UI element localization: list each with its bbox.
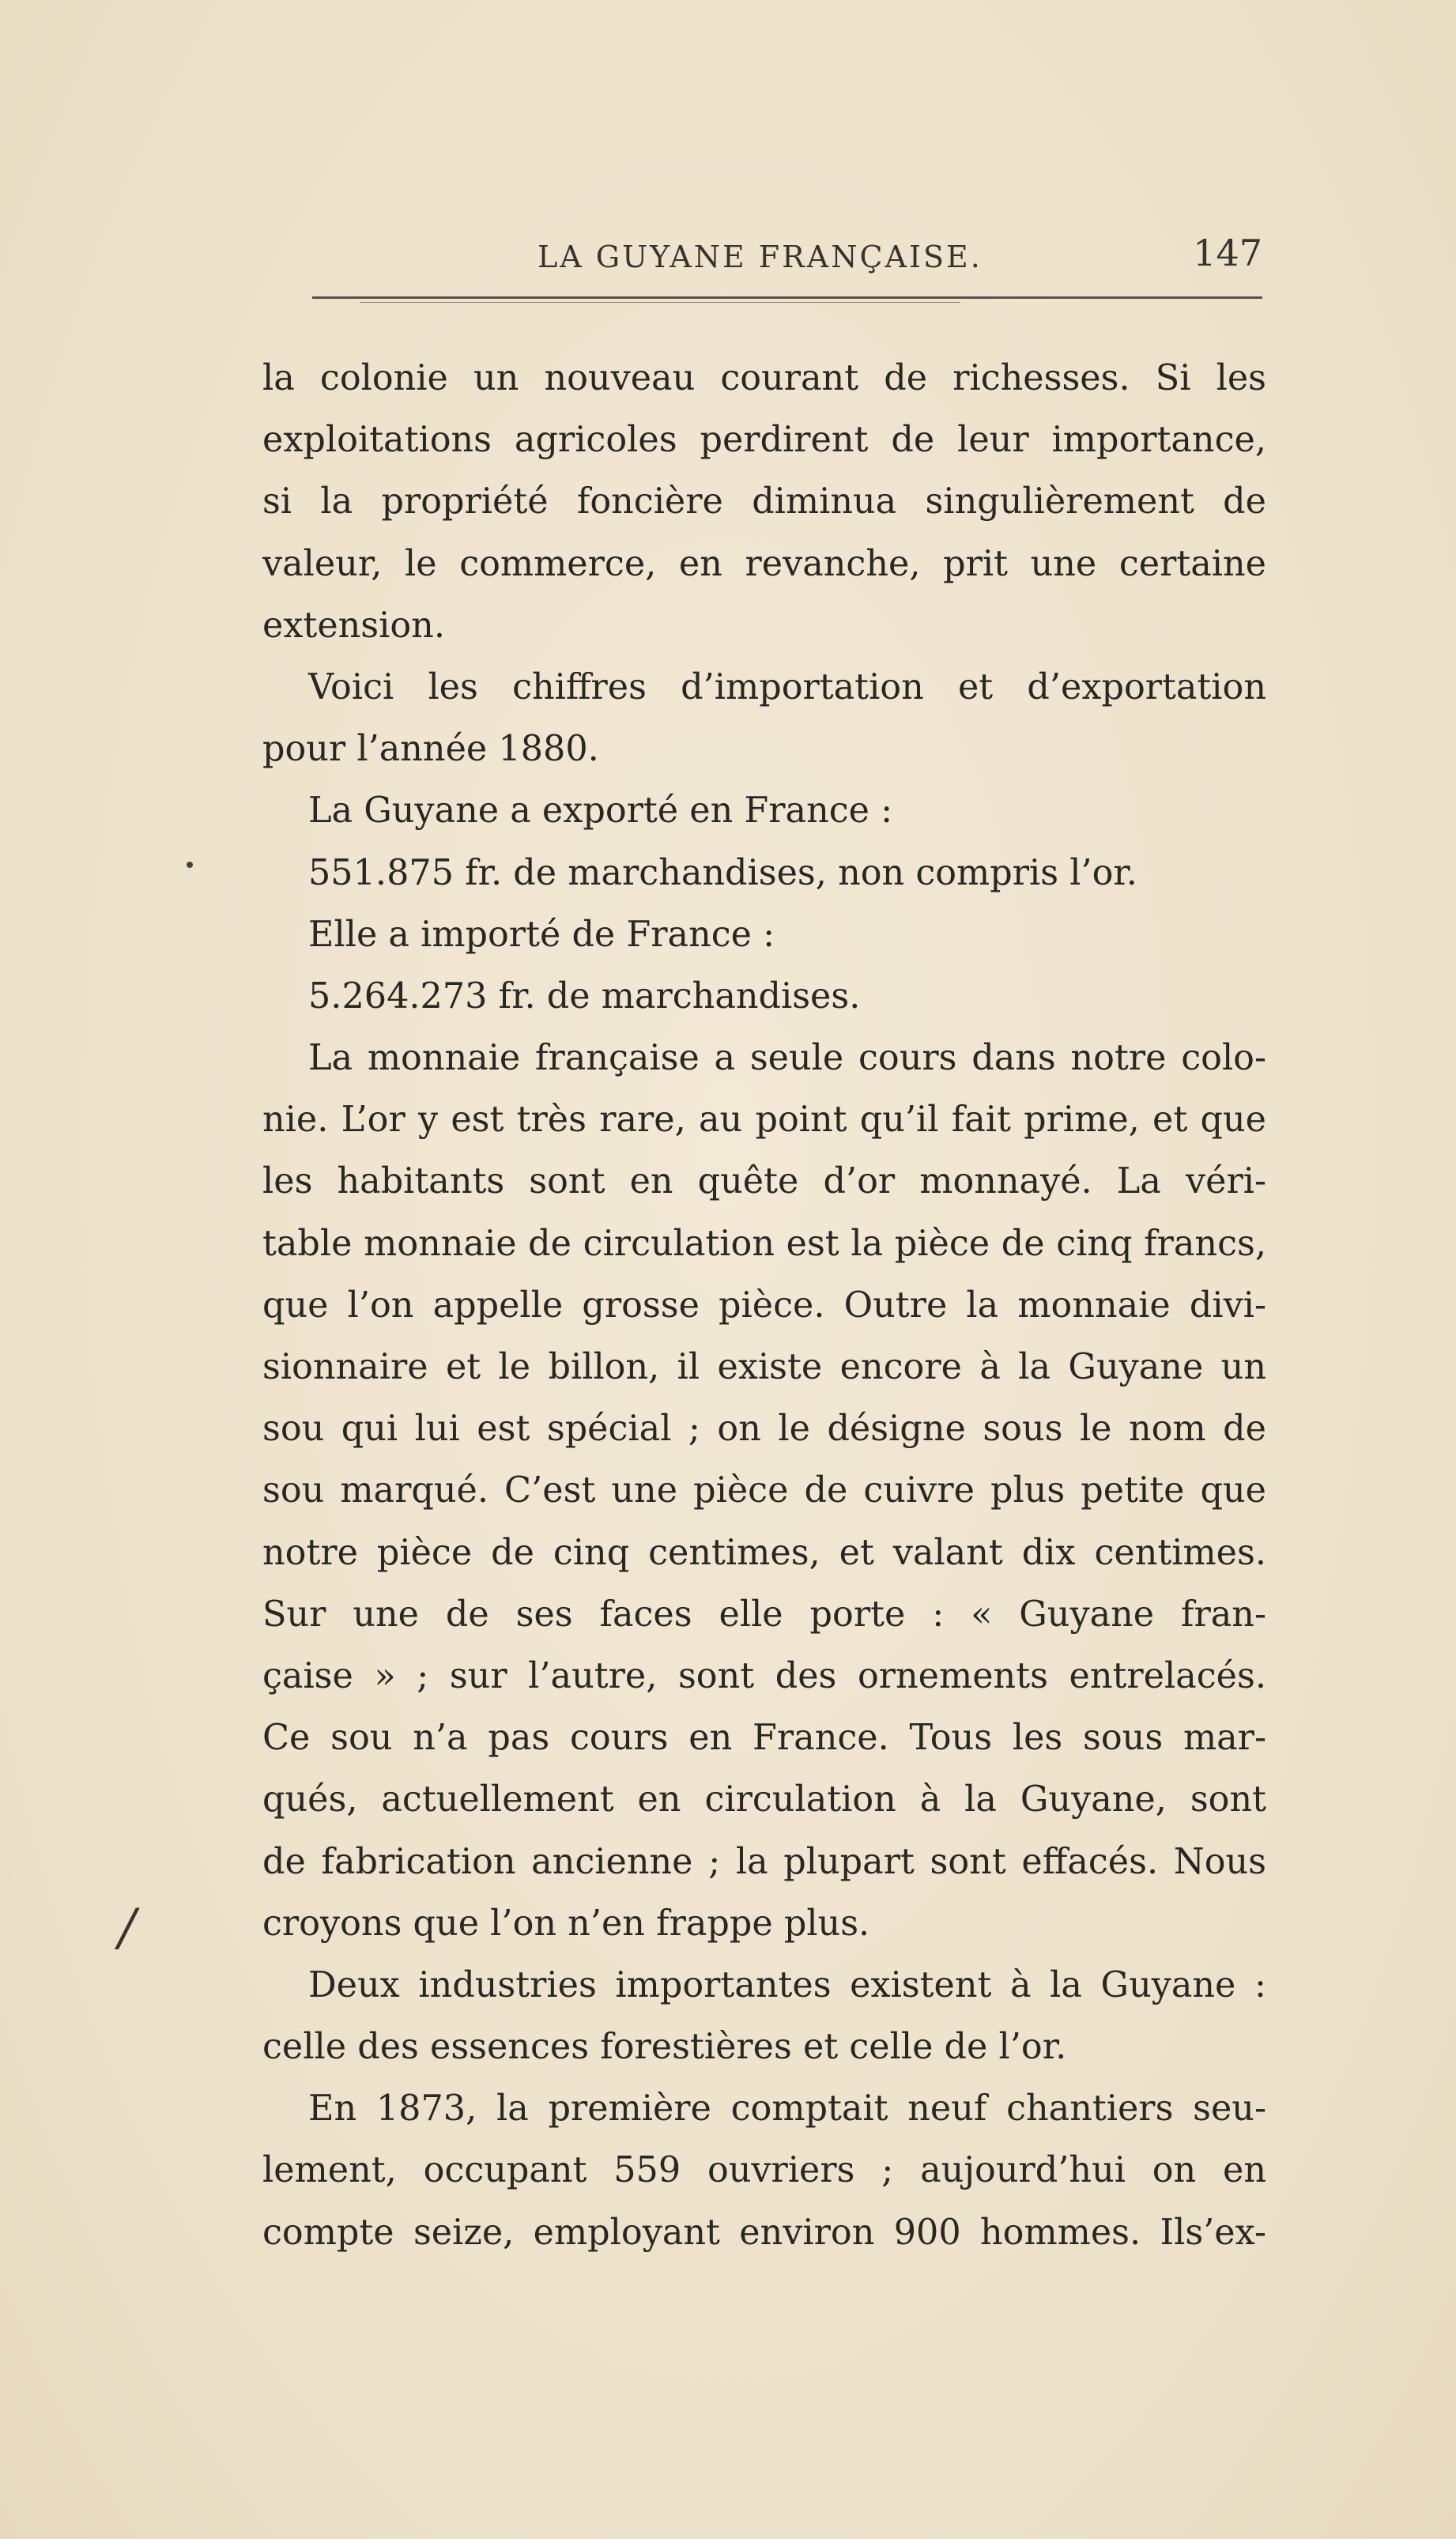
running-head: LA GUYANE FRANÇAISE. (538, 240, 983, 274)
text-line: La Guyane a exporté en France : (308, 790, 893, 832)
text-line: Voici les chiffres d’importation et d’exportation (308, 666, 1266, 707)
text-line: si la propriété foncière diminua singulièrement de (262, 481, 1266, 523)
text-line: Sur une de ses faces elle porte : « Guyane fran- (262, 1594, 1266, 1635)
text-line: 551.875 fr. de marchandises, non compris l’or. (308, 852, 1137, 893)
text-line: que l’on appelle grosse pièce. Outre la monnaie divi- (262, 1285, 1266, 1326)
header-rule (265, 296, 1262, 299)
text-line: sionnaire et le billon, il existe encore à la Guyane un (262, 1347, 1266, 1387)
header-rule-thin (265, 302, 1262, 303)
text-line: pour l’année 1880. (262, 729, 599, 770)
text-line: celle des essences forestières et celle de l’or. (262, 2027, 1067, 2068)
margin-pencil-mark: / (119, 1899, 136, 1957)
text-line: En 1873, la première comptait neuf chantiers seu- (308, 2088, 1266, 2130)
text-line: valeur, le commerce, en revanche, prit une certaine (262, 543, 1266, 584)
text-line: table monnaie de circulation est la pièce de cinq francs, (262, 1223, 1266, 1264)
page-header (265, 225, 1262, 289)
text-line: Ce sou n’a pas cours en France. Tous les sous mar- (262, 1718, 1266, 1759)
text-line: la colonie un nouveau courant de richesses. Si les (262, 358, 1266, 398)
text-line: nie. L’or y est très rare, au point qu’il fait prime, et que (262, 1100, 1266, 1141)
margin-ink-dot (187, 862, 193, 868)
text-line: lement, occupant 559 ouvriers ; aujourd’hui on en (262, 2150, 1266, 2191)
text-line: qués, actuellement en circulation à la Guyane, sont (262, 1779, 1266, 1820)
text-line: compte seize, employant environ 900 hommes. Ils’ex- (262, 2212, 1266, 2253)
text-line: sou qui lui est spécial ; on le désigne sous le nom de (262, 1409, 1266, 1450)
text-line: La monnaie française a seule cours dans notre colo- (308, 1038, 1266, 1079)
text-line: de fabrication ancienne ; la plupart sont effacés. Nous (262, 1841, 1266, 1882)
text-line: extension. (262, 605, 445, 646)
text-line: exploitations agricoles perdirent de leur importance, (262, 420, 1266, 461)
text-line: Deux industries importantes existent à la Guyane : (308, 1964, 1266, 2005)
text-line: Elle a importé de France : (308, 914, 775, 955)
body-text (262, 348, 1266, 2264)
text-line: croyons que l’on n’en frappe plus. (262, 1903, 870, 1944)
text-line: les habitants sont en quête d’or monnayé. La véri- (262, 1161, 1266, 1202)
page-number: 147 (1193, 232, 1262, 274)
text-line: çaise » ; sur l’autre, sont des ornements entrelacés. (262, 1655, 1266, 1696)
text-line: notre pièce de cinq centimes, et valant dix centimes. (262, 1532, 1266, 1573)
text-line: sou marqué. C’est une pièce de cuivre plus petite que (262, 1470, 1266, 1511)
text-line: 5.264.273 fr. de marchandises. (308, 975, 861, 1017)
